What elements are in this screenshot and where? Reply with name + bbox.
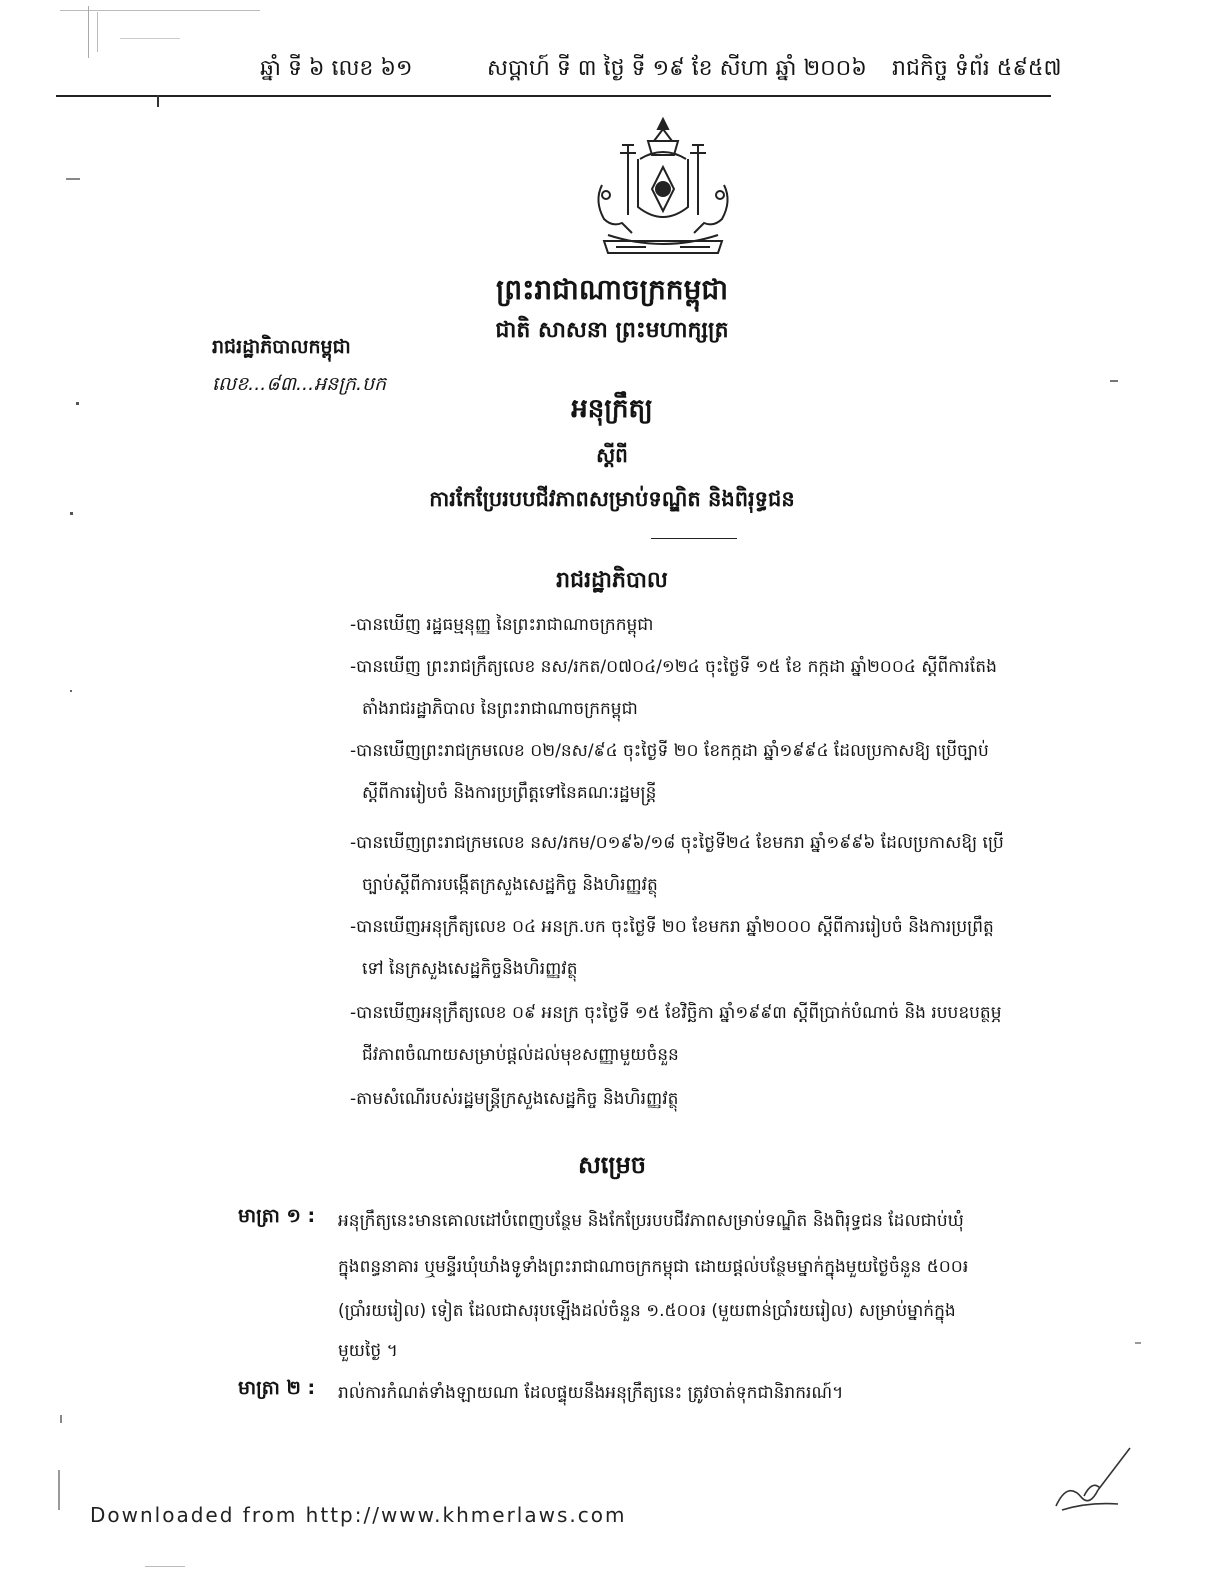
visa-line: ស្តីពីការរៀបចំ និងការប្រព្រឹត្តទៅនៃគណៈរដ្ឋមន្ត្រី: [362, 783, 657, 803]
header-year-issue: ឆ្នាំ ទី ៦ លេខ ៦១: [260, 56, 413, 81]
visa-line: -បានឃើញ ព្រះរាជក្រឹត្យលេខ នស/រកត/០៧០៤/១២៤ ចុះថ្ងៃទី ១៥ ខែ កក្កដា ឆ្នាំ២០០៤ ស្តីពីការតែង: [350, 657, 997, 677]
visa-line: -បានឃើញអនុក្រឹត្យលេខ ០៩ អនក្រ ចុះថ្ងៃទី ១៥ ខែវិច្ឆិកា ឆ្នាំ១៩៩៣ ស្តីពីប្រាក់បំណាច់ និង របបឧបត្ថម្ភ: [350, 1003, 1002, 1023]
scan-mark: [58, 1470, 60, 1510]
decision-heading: សម្រេច: [577, 1151, 647, 1179]
scan-mark: [97, 12, 98, 52]
rule-tick-mark: [157, 95, 159, 107]
government-heading: រាជរដ្ឋាភិបាល: [556, 568, 668, 593]
scan-mark: [1110, 380, 1118, 382]
visa-line: -បានឃើញព្រះរាជក្រមលេខ ០២/នស/៩៤ ចុះថ្ងៃទី ២០ ខែកក្កដា ឆ្នាំ១៩៩៤ ដែលប្រកាសឱ្យ ប្រើច្បាប់: [350, 741, 989, 761]
title-divider: [651, 538, 737, 539]
visa-line: ច្បាប់ស្តីពីការបង្កើតក្រសួងសេដ្ឋកិច្ច និងហិរញ្ញវត្ថុ: [362, 875, 658, 895]
visa-line: -បានឃើញអនុក្រឹត្យលេខ ០៤ អនក្រ.បក ចុះថ្ងៃទី ២០ ខែមករា ឆ្នាំ២០០០ ស្តីពីការរៀបចំ និងការប្រព្រឹត្ត: [350, 917, 994, 937]
document-type: អនុក្រឹត្យ: [571, 394, 653, 424]
header-date: សប្តាហ៍ ទី ៣ ថ្ងៃ ទី ១៩ ខែ សីហា ឆ្នាំ ២០០៦: [487, 56, 867, 81]
header-gazette-page: រាជកិច្ច ទំព័រ ៥៩៥៧: [892, 56, 1062, 81]
issuer-name: រាជរដ្ឋាភិបាលកម្ពុជា: [212, 336, 351, 358]
signature-mark: [1048, 1440, 1138, 1520]
article-1-line: អនុក្រឹត្យនេះមានគោលដៅបំពេញបន្ថែម និងកែប្រែរបបជីវភាពសម្រាប់ទណ្ឌិត និងពិរុទ្ធជន ដែលជាប់ឃុំ: [338, 1211, 964, 1231]
footer-source: Downloaded from http://www.khmerlaws.com: [90, 1503, 627, 1527]
scan-mark: [1135, 1342, 1141, 1344]
document-subject: ការកែប្រែរបបជីវភាពសម្រាប់ទណ្ឌិត និងពិរុទ្ធជន: [429, 487, 795, 511]
about-label: ស្តីពី: [596, 443, 628, 467]
article-1-label: មាត្រា ១ :: [238, 1205, 316, 1227]
scan-mark: [120, 38, 180, 39]
scan-mark: [88, 6, 89, 58]
scan-mark: [66, 178, 80, 180]
scan-mark: [145, 1566, 185, 1567]
visa-line: -បានឃើញ រដ្ឋធម្មនុញ្ញ នៃព្រះរាជាណាចក្រកម្ពុជា: [350, 615, 654, 635]
visa-line: ជីវភាពចំណាយសម្រាប់ផ្តល់ដល់មុខសញ្ញាមួយចំនួន: [362, 1045, 679, 1065]
visa-line: -តាមសំណើរបស់រដ្ឋមន្ត្រីក្រសួងសេដ្ឋកិច្ច និងហិរញ្ញវត្ថុ: [350, 1089, 679, 1109]
scan-mark: [60, 1415, 62, 1423]
visa-line: ទៅ នៃក្រសួងសេដ្ឋកិច្ចនិងហិរញ្ញវត្ថុ: [362, 959, 578, 979]
sub-decree-number: លេខ...៨៣...អនក្រ.បក: [212, 373, 387, 395]
article-1-line: (ប្រាំរយរៀល) ទៀត ដែលជាសរុបឡើងដល់ចំនួន ១.៥០០៛ (មួយពាន់ប្រាំរយរៀល) សម្រាប់ម្នាក់ក្នុង: [338, 1301, 956, 1321]
royal-coat-of-arms-icon: [588, 115, 738, 263]
header-rule: [56, 95, 1051, 97]
visa-line: -បានឃើញព្រះរាជក្រមលេខ នស/រកម/០១៩៦/១៨ ចុះថ្ងៃទី២៤ ខែមករា ឆ្នាំ១៩៩៦ ដែលប្រកាសឱ្យ ប្រើ: [350, 833, 1004, 853]
article-2-label: មាត្រា ២ :: [238, 1377, 316, 1399]
visa-line: តាំងរាជរដ្ឋាភិបាល នៃព្រះរាជាណាចក្រកម្ពុជា: [362, 699, 638, 719]
national-motto: ជាតិ សាសនា ព្រះមហាក្សត្រ: [495, 318, 729, 343]
scan-mark: [70, 690, 72, 692]
kingdom-title: ព្រះរាជាណាចក្រកម្ពុជា: [495, 273, 728, 306]
article-1-line: ក្នុងពន្ធនាគារ ឬមន្ទីរឃុំឃាំងទូទាំងព្រះរាជាណាចក្រកម្ពុជា ដោយផ្តល់បន្ថែមម្នាក់ក្នុងមួយថ្ងៃចំនួន ៥០០៛: [338, 1257, 969, 1277]
article-2-line: រាល់ការកំណត់ទាំងឡាយណា ដែលផ្ទុយនឹងអនុក្រឹត្យនេះ ត្រូវចាត់ទុកជានិរាករណ៍។: [338, 1383, 844, 1403]
article-1-line: មួយថ្ងៃ ។: [338, 1341, 398, 1361]
scan-mark: [60, 10, 260, 11]
